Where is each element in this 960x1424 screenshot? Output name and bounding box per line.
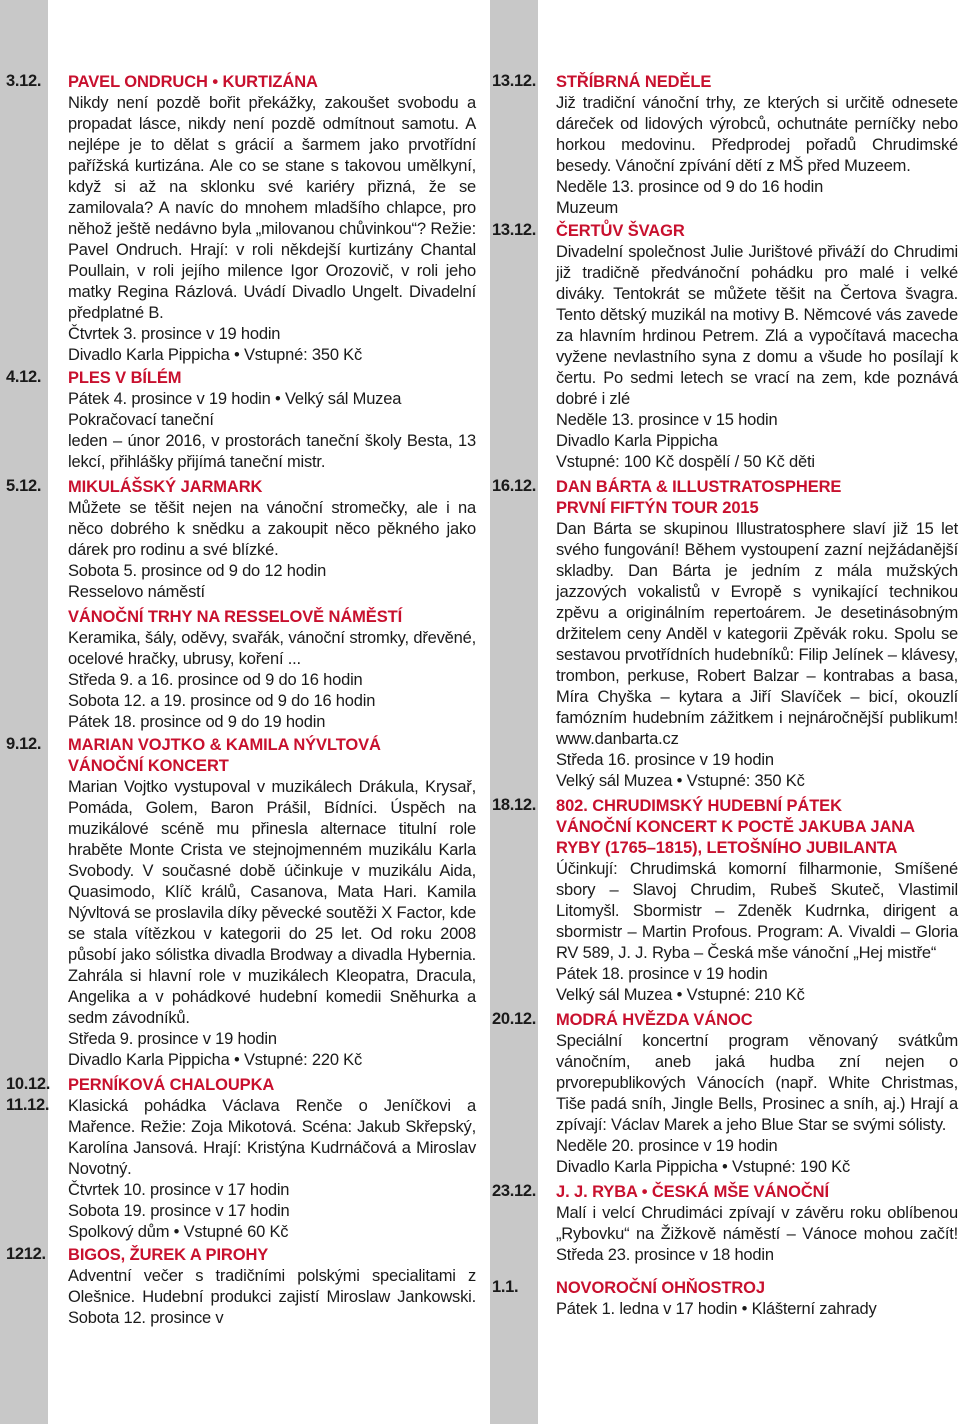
event-title: RYBY (1765–1815), LETOŠNÍHO JUBILANTA <box>556 839 898 857</box>
event-description: Dan Bárta se skupinou Illustratosphere slaví již 15 let svého fungování! Během vystoupení zazní nejžádanější skladby. Dan Bárta je jedním z mála mužských jazzových vokalistů v Evropě s vynikající technikou zpěvu a originálním repertoárem. Je desetinásobným držitelem ceny Anděl v kategorii Zpěvák roku. Spolu se sestavou prvotřídních hudebníků: Filip Jelínek – klávesy, trombon, perkuse, Robert Balzar – kontrabas a basa, Míra Chyška – kytara a Jiří Slavíček – bicí, okouzlí famózním hudebním zážitkem i nejnáročnější publikum! www.danbarta.cz <box>556 520 958 748</box>
event-info-line: Středa 9. a 16. prosince od 9 do 16 hodin <box>68 671 363 689</box>
event-body <box>556 796 958 1006</box>
event-description: Můžete se těšit nejen na vánoční stromečky, ale i na něco dobrého k snědku a zakoupit něco pěkného jako dárek pro rodinu a své blízké. <box>68 499 476 559</box>
event-date: 18.12. <box>492 796 537 814</box>
event-info-line: Divadlo Karla Pippicha <box>556 432 718 450</box>
event-description: Malí i velcí Chrudimáci zpívají v závěru roku oblíbenou „Rybovku“ na Žižkově náměstí – Vánoce mohou začít! Středa 23. prosince v 18 hodin <box>556 1204 958 1264</box>
event-info-line: Neděle 13. prosince od 9 do 16 hodin <box>556 178 824 196</box>
event-date: 4.12. <box>6 368 42 386</box>
event-title: PAVEL ONDRUCH • KURTIZÁNA <box>68 73 318 91</box>
event-title: DAN BÁRTA & ILLUSTRATOSPHERE <box>556 478 842 496</box>
event-date: 9.12. <box>6 735 42 753</box>
event-title: NOVOROČNÍ OHŇOSTROJ <box>556 1279 765 1297</box>
event-info-line: Pátek 18. prosince v 19 hodin <box>556 965 768 983</box>
event-title: VÁNOČNÍ KONCERT K POCTĚ JAKUBA JANA <box>556 818 915 836</box>
event-info-line: Resselovo náměstí <box>68 583 205 601</box>
event-date: 5.12. <box>6 477 42 495</box>
event-info-line: Pokračovací taneční <box>68 411 214 429</box>
event-description: Adventní večer s tradičními polskými specialitami z Olešnice. Hudební produkci zajistí Miroslaw Jankowski. Sobota 12. prosince v <box>68 1267 476 1327</box>
event-info-line: Divadlo Karla Pippicha • Vstupné: 220 Kč <box>68 1051 363 1069</box>
event-info-line: Pátek 1. ledna v 17 hodin • Klášterní zahrady <box>556 1300 877 1318</box>
event <box>490 796 960 1006</box>
event <box>0 607 480 733</box>
event-description: leden – únor 2016, v prostorách taneční školy Besta, 13 lekcí, přihlášky přijímá taneční mistr. <box>68 432 476 471</box>
event-description: Divadelní společnost Julie Jurištové přiváží do Chrudimi již tradičně předvánoční pohádku pro malé i velké diváky. Tentokrát se můžete těšit na Čertova švagra. Tento dětský muzikál na motivy B. Němcové vás zavede za hlavním hrdinou Petrem. Zlá a vypočítavá macecha vyžene nevlastního syna z domu a všude ho posílají k čertu. Po sedmi letech se vrací na zem, kde poznává dobré i zlé <box>556 243 958 408</box>
event-description: Marian Vojtko vystupoval v muzikálech Drákula, Krysař, Pomáda, Golem, Baron Prášil, Bídníci. Úspěch na muzikálové scéně mu přinesla alternace titulní role hraběte Monte Crista ve stejnojmenném muzikálu Karla Svobody. V současné době účinkuje v muzikálu Aida, Quasimodo, Klíč králů, Casanova, Mata Hari. Kamila Nývltová se proslavila díky pěvecké soutěži X Factor, kde se stala vítězkou v kategorii do 25 let. Od roku 2008 působí jako sólistka divadla Brodway a divadla Hybernia. Zahrála si hlavní role v muzikálech Kleopatra, Dracula, Angelika a v pohádkové hudební komedii Sněhurka a sedm závodníků. <box>68 778 476 1027</box>
event-body <box>556 72 958 219</box>
event-title: PLES V BÍLÉM <box>68 369 182 387</box>
event-title: STŘÍBRNÁ NEDĚLE <box>556 73 712 91</box>
event-info-line: Spolkový dům • Vstupné 60 Kč <box>68 1223 289 1241</box>
event-title: 802. CHRUDIMSKÝ HUDEBNÍ PÁTEK <box>556 797 842 815</box>
event-info-line: Čtvrtek 3. prosince v 19 hodin <box>68 325 281 343</box>
event <box>0 1245 480 1329</box>
event-body <box>68 607 476 733</box>
event-body <box>556 1278 958 1320</box>
event <box>0 72 480 366</box>
event-info-line: Středa 9. prosince v 19 hodin <box>68 1030 277 1048</box>
event-title: J. J. RYBA • ČESKÁ MŠE VÁNOČNÍ <box>556 1183 829 1201</box>
event <box>490 72 960 219</box>
event-title: ČERTŮV ŠVAGR <box>556 222 685 240</box>
event-info-line: Čtvrtek 10. prosince v 17 hodin <box>68 1181 290 1199</box>
event-date: 16.12. <box>492 477 537 495</box>
event-date: 1.1. <box>492 1278 519 1296</box>
event-body <box>68 72 476 366</box>
event-title: VÁNOČNÍ TRHY NA RESSELOVĚ NÁMĚSTÍ <box>68 608 403 626</box>
event <box>490 1182 960 1266</box>
event-title: VÁNOČNÍ KONCERT <box>68 757 229 775</box>
event-info-line: Divadlo Karla Pippicha • Vstupné: 350 Kč <box>68 346 363 364</box>
event-info-line: Vstupné: 100 Kč dospělí / 50 Kč děti <box>556 453 815 471</box>
left-column <box>0 72 480 1329</box>
event-title: PERNÍKOVÁ CHALOUPKA <box>68 1076 275 1094</box>
event-body <box>68 1075 476 1243</box>
event-date: 10.12. <box>6 1075 51 1093</box>
event-info-line: Divadlo Karla Pippicha • Vstupné: 190 Kč <box>556 1158 851 1176</box>
event-date: 23.12. <box>492 1182 537 1200</box>
event-info-line: Pátek 18. prosince od 9 do 19 hodin <box>68 713 326 731</box>
event-date: 13.12. <box>492 221 537 239</box>
event-body <box>556 221 958 473</box>
event <box>490 221 960 473</box>
event-description: Keramika, šály, oděvy, svařák, vánoční stromky, dřevěné, ocelové hračky, ubrusy, koření ... <box>68 629 476 668</box>
event <box>490 1278 960 1320</box>
event-description: Klasická pohádka Václava Renče o Jeníčkovi a Mařence. Režie: Zoja Mikotová. Scéna: Jakub Skřepský, Karolína Jansová. Hrají: Kristýna Kudrnáčová a Miroslav Novotný. <box>68 1097 476 1178</box>
event-body <box>68 368 476 473</box>
event-body <box>68 1245 476 1329</box>
event-description: Nikdy není pozdě bořit překážky, zakoušet svobodu a propadat lásce, nikdy není pozdě odmítnout samotu. A nejlépe je to dělat s grácií a šarmem jako prvotřídní pařížská kurtizána. Ale co se stane s takovou umělkyní, když si až na sklonku své kariéry přizná, že se zamilovala? A navíc do mnohem mladšího chlapce, pro něhož ještě nedávno byla „milovanou chůvinkou“? Režie: Pavel Ondruch. Hrají: v roli někdejší kurtizány Chantal Poullain, v roli jejího milence Igor Orozovič, v roli jeho matky Regina Rázlová. Uvádí Divadlo Ungelt. Divadelní předplatné B. <box>68 94 476 322</box>
event-info-line: Sobota 12. a 19. prosince od 9 do 16 hodin <box>68 692 376 710</box>
event-description: Speciální koncertní program věnovaný svátkům vánočním, aneb jaká hudba zní nejen o prvorepublikových Vánocích (např. White Christmas, Tiše padá sníh, Jingle Bells, Prosinec a sníh, aj.) Hrají a zpívají: Václav Marek a jeho Blue Star se svými sólisty. <box>556 1032 958 1134</box>
event <box>0 368 480 473</box>
event-info-line: Neděle 20. prosince v 19 hodin <box>556 1137 778 1155</box>
event-info-line: Muzeum <box>556 199 619 217</box>
event-description: Účinkují: Chrudimská komorní filharmonie, Smíšené sbory – Slavoj Chrudim, Rubeš Skuteč, Vlastimil Litomyšl. Sbormistr – Zdeněk Kudrnka, dirigent a sbormistr – Martin Profous. Program: A. Vivaldi – Gloria RV 589, J. J. Ryba – Česká mše vánoční „Hej mistře“ <box>556 860 958 962</box>
right-column <box>490 72 960 1328</box>
event-info-line: Velký sál Muzea • Vstupné: 350 Kč <box>556 772 805 790</box>
event-info-line: Velký sál Muzea • Vstupné: 210 Kč <box>556 986 805 1004</box>
event <box>490 477 960 792</box>
event <box>490 1010 960 1178</box>
event-title: BIGOS, ŽUREK A PIROHY <box>68 1246 269 1264</box>
event-body <box>68 477 476 603</box>
event-info-line: Středa 16. prosince v 19 hodin <box>556 751 774 769</box>
event <box>0 1075 480 1243</box>
event-body <box>556 477 958 792</box>
event-body <box>556 1010 958 1178</box>
event-date: 20.12. <box>492 1010 537 1028</box>
event-description: Již tradiční vánoční trhy, ze kterých si určitě odnesete dáreček od lidových výrobců, ochutnáte perníčky nebo horkou medovinu. Předprodej pořadů Chrudimské besedy. Vánoční zpívání dětí z MŠ před Muzeem. <box>556 94 958 175</box>
event-title: MIKULÁŠSKÝ JARMARK <box>68 478 263 496</box>
event-info-line: Sobota 19. prosince v 17 hodin <box>68 1202 290 1220</box>
event-date: 3.12. <box>6 72 42 90</box>
event <box>0 477 480 603</box>
event-body <box>556 1182 958 1266</box>
event-info-line: Pátek 4. prosince v 19 hodin • Velký sál Muzea <box>68 390 402 408</box>
event-date: 11.12. <box>6 1096 50 1114</box>
event-date: 1212. <box>6 1245 46 1263</box>
event-info-line: Neděle 13. prosince v 15 hodin <box>556 411 778 429</box>
event-title: PRVNÍ FIFTÝN TOUR 2015 <box>556 499 759 517</box>
event-info-line: Sobota 5. prosince od 9 do 12 hodin <box>68 562 327 580</box>
event-date: 13.12. <box>492 72 537 90</box>
event-title: MODRÁ HVĚZDA VÁNOC <box>556 1011 753 1029</box>
event-body <box>68 735 476 1071</box>
event <box>0 735 480 1071</box>
event-title: MARIAN VOJTKO & KAMILA NÝVLTOVÁ <box>68 736 381 754</box>
